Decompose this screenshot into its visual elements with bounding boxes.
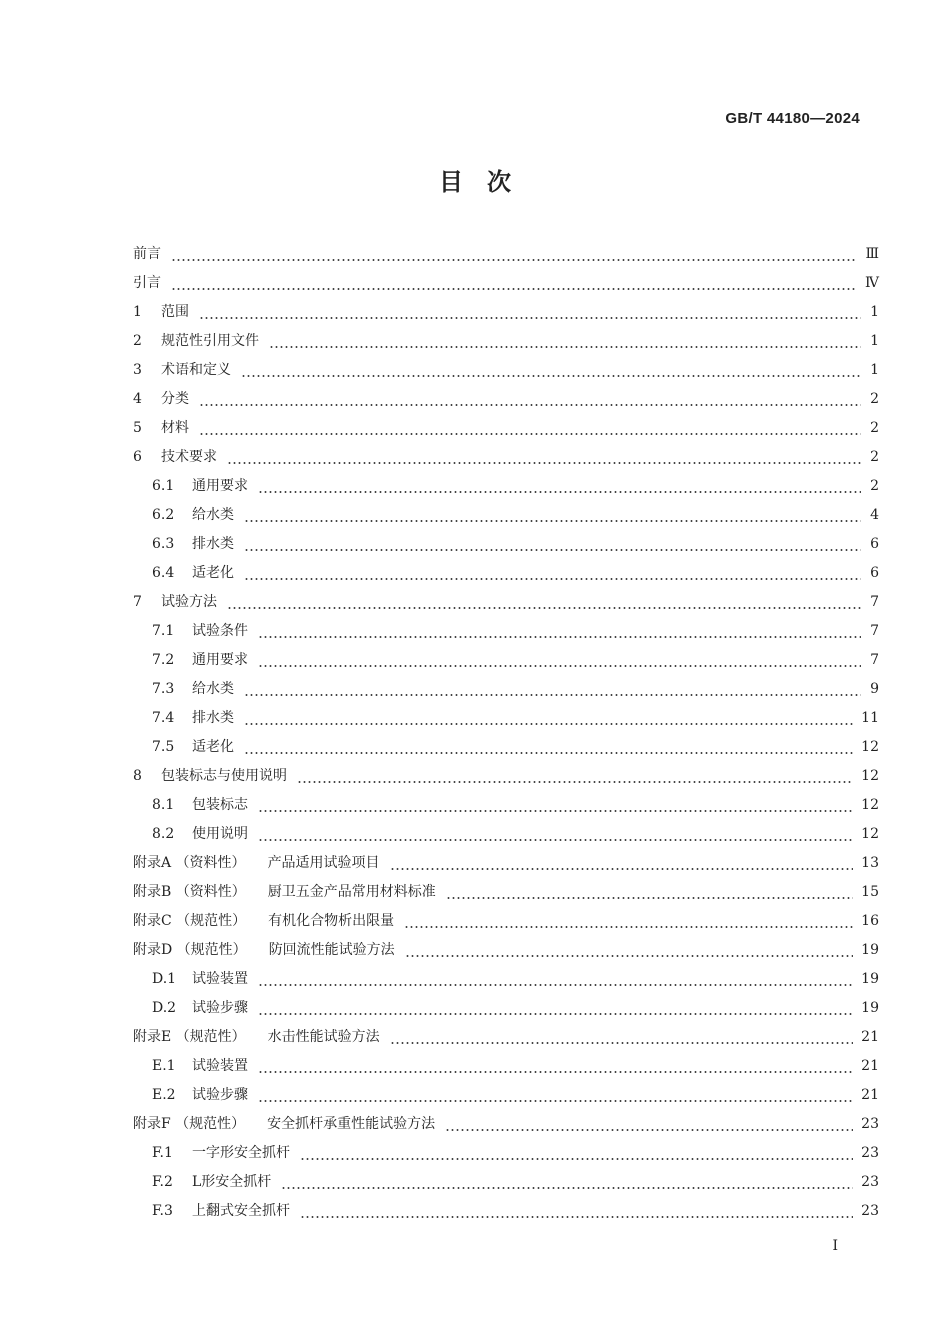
toc-dot-leader xyxy=(258,617,861,646)
toc-entry-title: 试验条件 xyxy=(192,623,248,639)
toc-entry-page: 13 xyxy=(861,855,879,871)
toc-entry[interactable] xyxy=(133,733,879,762)
toc-dot-leader xyxy=(244,559,861,588)
toc-dot-leader xyxy=(258,965,853,994)
toc-entry-title: 技术要求 xyxy=(161,449,217,465)
page-title: 目 次 xyxy=(439,168,511,196)
toc-entry-number: 4 xyxy=(133,391,142,407)
toc-dot-leader xyxy=(269,327,861,356)
toc-entry-title: 给水类 xyxy=(192,681,234,697)
toc-entry-title: 有机化合物析出限量 xyxy=(268,913,395,929)
toc-entry[interactable] xyxy=(133,1052,879,1081)
toc-entry-number: 6 xyxy=(133,449,142,465)
toc-entry-page: 23 xyxy=(861,1174,879,1190)
toc-entry-title: 试验装置 xyxy=(192,1058,248,1074)
toc-entry[interactable] xyxy=(133,356,879,385)
toc-entry-page: 23 xyxy=(861,1145,879,1161)
toc-entry-appendix-label: 附录A （资料性） xyxy=(133,855,246,871)
toc-entry-title: 引言 xyxy=(133,275,161,291)
standard-number: GB/T 44180—2024 xyxy=(725,110,860,127)
toc-entry-number: E.1 xyxy=(152,1058,176,1074)
toc-entry-page: 6 xyxy=(870,536,879,552)
toc-entry[interactable] xyxy=(133,327,879,356)
toc-entry-title: 试验步骤 xyxy=(192,1000,248,1016)
toc-entry-page: 16 xyxy=(861,913,879,929)
toc-entry-title: 试验装置 xyxy=(192,971,248,987)
toc-entry-number: 2 xyxy=(133,333,142,349)
toc-entry[interactable] xyxy=(133,1023,879,1052)
toc-entry-page: 23 xyxy=(861,1116,879,1132)
toc-dot-leader xyxy=(244,704,853,733)
toc-entry[interactable] xyxy=(133,1197,879,1226)
toc-entry-page: 6 xyxy=(870,565,879,581)
toc-entry-title: 防回流性能试验方法 xyxy=(268,942,395,958)
toc-entry-title: 一字形安全抓杆 xyxy=(192,1145,290,1161)
toc-entry[interactable] xyxy=(133,646,879,675)
toc-dot-leader xyxy=(244,530,861,559)
toc-dot-leader xyxy=(258,994,853,1023)
toc-entry[interactable] xyxy=(133,675,879,704)
toc-entry-number: 8 xyxy=(133,768,142,784)
toc-dot-leader xyxy=(171,240,857,269)
toc-entry-title: 水击性能试验方法 xyxy=(267,1029,380,1045)
toc-entry[interactable] xyxy=(133,994,879,1023)
toc-entry-number: 8.2 xyxy=(152,826,175,842)
toc-dot-leader xyxy=(446,878,853,907)
toc-entry-number: 6.3 xyxy=(152,536,175,552)
toc-dot-leader xyxy=(244,675,861,704)
toc-entry-page: 2 xyxy=(870,420,879,436)
toc-dot-leader xyxy=(281,1168,853,1197)
toc-entry-number: 6.4 xyxy=(152,565,175,581)
footer-page-number: Ⅰ xyxy=(832,1238,838,1254)
toc-entry[interactable] xyxy=(133,907,879,936)
toc-dot-leader xyxy=(244,501,861,530)
toc-entry-number: D.1 xyxy=(152,971,177,987)
toc-entry-title: 使用说明 xyxy=(192,826,248,842)
toc-entry-number: 7.3 xyxy=(152,681,175,697)
toc-entry-page: 2 xyxy=(870,391,879,407)
toc-entry-title: 材料 xyxy=(161,420,189,436)
toc-entry[interactable] xyxy=(133,617,879,646)
toc-entry[interactable] xyxy=(133,414,879,443)
toc-entry-title: 试验方法 xyxy=(161,594,217,610)
toc-entry-title: 通用要求 xyxy=(192,652,248,668)
toc-entry-page: 21 xyxy=(861,1058,879,1074)
toc-dot-leader xyxy=(258,820,853,849)
toc-dot-leader xyxy=(227,588,861,617)
toc-dot-leader xyxy=(258,472,861,501)
toc-entry-title: 排水类 xyxy=(192,710,234,726)
toc-entry-page: 19 xyxy=(861,942,879,958)
toc-entry-title: 术语和定义 xyxy=(161,362,231,378)
toc-entry-number: F.1 xyxy=(152,1145,173,1161)
toc-entry[interactable] xyxy=(133,936,879,965)
toc-entry-number: 7.5 xyxy=(152,739,175,755)
table-of-contents xyxy=(133,240,879,1226)
toc-entry-number: 5 xyxy=(133,420,142,436)
toc-entry-number: 6.1 xyxy=(152,478,175,494)
toc-entry-page: 9 xyxy=(870,681,879,697)
toc-entry-page: 12 xyxy=(861,739,879,755)
toc-entry-title: 安全抓杆承重性能试验方法 xyxy=(267,1116,436,1132)
toc-entry-appendix-label: 附录F （规范性） xyxy=(133,1116,246,1132)
toc-entry-number: 7.4 xyxy=(152,710,175,726)
toc-entry[interactable] xyxy=(133,849,879,878)
toc-dot-leader xyxy=(445,1110,853,1139)
toc-entry[interactable] xyxy=(133,820,879,849)
toc-entry-title: 适老化 xyxy=(192,739,234,755)
toc-dot-leader xyxy=(258,1081,853,1110)
toc-dot-leader xyxy=(405,936,853,965)
toc-entry[interactable] xyxy=(133,443,879,472)
toc-dot-leader xyxy=(241,356,861,385)
toc-entry-title: 通用要求 xyxy=(192,478,248,494)
toc-entry-title: L形安全抓杆 xyxy=(192,1174,272,1190)
toc-entry-number: E.2 xyxy=(152,1087,176,1103)
toc-entry-number: 8.1 xyxy=(152,797,175,813)
toc-entry[interactable] xyxy=(133,298,879,327)
toc-entry-page: 15 xyxy=(861,884,879,900)
toc-entry[interactable] xyxy=(133,559,879,588)
toc-entry[interactable] xyxy=(133,762,879,791)
toc-entry-number: F.2 xyxy=(152,1174,173,1190)
toc-entry-page: 12 xyxy=(861,826,879,842)
toc-dot-leader xyxy=(199,385,861,414)
toc-entry-number: D.2 xyxy=(152,1000,177,1016)
toc-entry-title: 上翻式安全抓杆 xyxy=(192,1203,290,1219)
toc-entry[interactable] xyxy=(133,1139,879,1168)
toc-entry-number: 7 xyxy=(133,594,142,610)
toc-entry-page: 11 xyxy=(861,710,879,726)
toc-entry-number: 3 xyxy=(133,362,142,378)
toc-entry[interactable] xyxy=(133,240,879,269)
toc-dot-leader xyxy=(258,646,861,675)
toc-dot-leader xyxy=(258,1052,853,1081)
toc-entry-page: 12 xyxy=(861,797,879,813)
toc-entry-appendix-label: 附录E （规范性） xyxy=(133,1029,246,1045)
toc-entry[interactable] xyxy=(133,530,879,559)
toc-entry[interactable] xyxy=(133,269,879,298)
toc-entry-page: 1 xyxy=(870,362,879,378)
toc-dot-leader xyxy=(171,269,857,298)
toc-dot-leader xyxy=(297,762,853,791)
toc-entry-page: 23 xyxy=(861,1203,879,1219)
toc-entry[interactable] xyxy=(133,791,879,820)
toc-entry-title: 分类 xyxy=(161,391,189,407)
toc-entry-number: 7.1 xyxy=(152,623,175,639)
toc-entry-number: 6.2 xyxy=(152,507,175,523)
toc-entry-page: 4 xyxy=(870,507,879,523)
toc-entry-number: 1 xyxy=(133,304,142,320)
toc-entry[interactable] xyxy=(133,1168,879,1197)
toc-entry-page: 21 xyxy=(861,1029,879,1045)
toc-entry-page: 19 xyxy=(861,971,879,987)
toc-entry-title: 包装标志与使用说明 xyxy=(161,768,287,784)
toc-dot-leader xyxy=(390,1023,854,1052)
toc-entry[interactable] xyxy=(133,588,879,617)
toc-dot-leader xyxy=(199,414,861,443)
toc-entry-number: F.3 xyxy=(152,1203,173,1219)
toc-entry-page: 12 xyxy=(861,768,879,784)
toc-entry[interactable] xyxy=(133,472,879,501)
toc-entry-title: 包装标志 xyxy=(192,797,248,813)
toc-entry-number: 7.2 xyxy=(152,652,175,668)
toc-entry-appendix-label: 附录C （规范性） xyxy=(133,913,247,929)
toc-dot-leader xyxy=(404,907,853,936)
toc-entry[interactable] xyxy=(133,1081,879,1110)
toc-entry-title: 排水类 xyxy=(192,536,234,552)
toc-entry-appendix-label: 附录D （规范性） xyxy=(133,942,247,958)
toc-dot-leader xyxy=(244,733,853,762)
toc-entry[interactable] xyxy=(133,385,879,414)
toc-entry[interactable] xyxy=(133,878,879,907)
toc-entry[interactable] xyxy=(133,704,879,733)
toc-dot-leader xyxy=(390,849,854,878)
toc-entry-appendix-label: 附录B （资料性） xyxy=(133,884,246,900)
toc-dot-leader xyxy=(300,1139,853,1168)
toc-entry-title: 给水类 xyxy=(192,507,234,523)
toc-entry-page: 2 xyxy=(870,449,879,465)
toc-entry-title: 试验步骤 xyxy=(192,1087,248,1103)
toc-entry-page: Ⅳ xyxy=(865,275,879,291)
toc-entry[interactable] xyxy=(133,965,879,994)
toc-entry-page: Ⅲ xyxy=(865,246,879,262)
toc-entry-page: 1 xyxy=(870,304,879,320)
toc-entry-page: 2 xyxy=(870,478,879,494)
toc-dot-leader xyxy=(300,1197,853,1226)
toc-dot-leader xyxy=(199,298,861,327)
toc-entry-page: 19 xyxy=(861,1000,879,1016)
toc-entry-title: 厨卫五金产品常用材料标准 xyxy=(267,884,436,900)
toc-entry[interactable] xyxy=(133,501,879,530)
toc-dot-leader xyxy=(227,443,861,472)
toc-entry-page: 7 xyxy=(870,594,879,610)
toc-dot-leader xyxy=(258,791,853,820)
toc-entry-title: 范围 xyxy=(161,304,189,320)
toc-entry-title: 前言 xyxy=(133,246,161,262)
toc-entry-page: 21 xyxy=(861,1087,879,1103)
toc-entry[interactable] xyxy=(133,1110,879,1139)
toc-entry-title: 规范性引用文件 xyxy=(161,333,259,349)
toc-entry-title: 适老化 xyxy=(192,565,234,581)
toc-entry-page: 7 xyxy=(870,652,879,668)
toc-entry-page: 1 xyxy=(870,333,879,349)
toc-entry-page: 7 xyxy=(870,623,879,639)
toc-entry-title: 产品适用试验项目 xyxy=(267,855,380,871)
